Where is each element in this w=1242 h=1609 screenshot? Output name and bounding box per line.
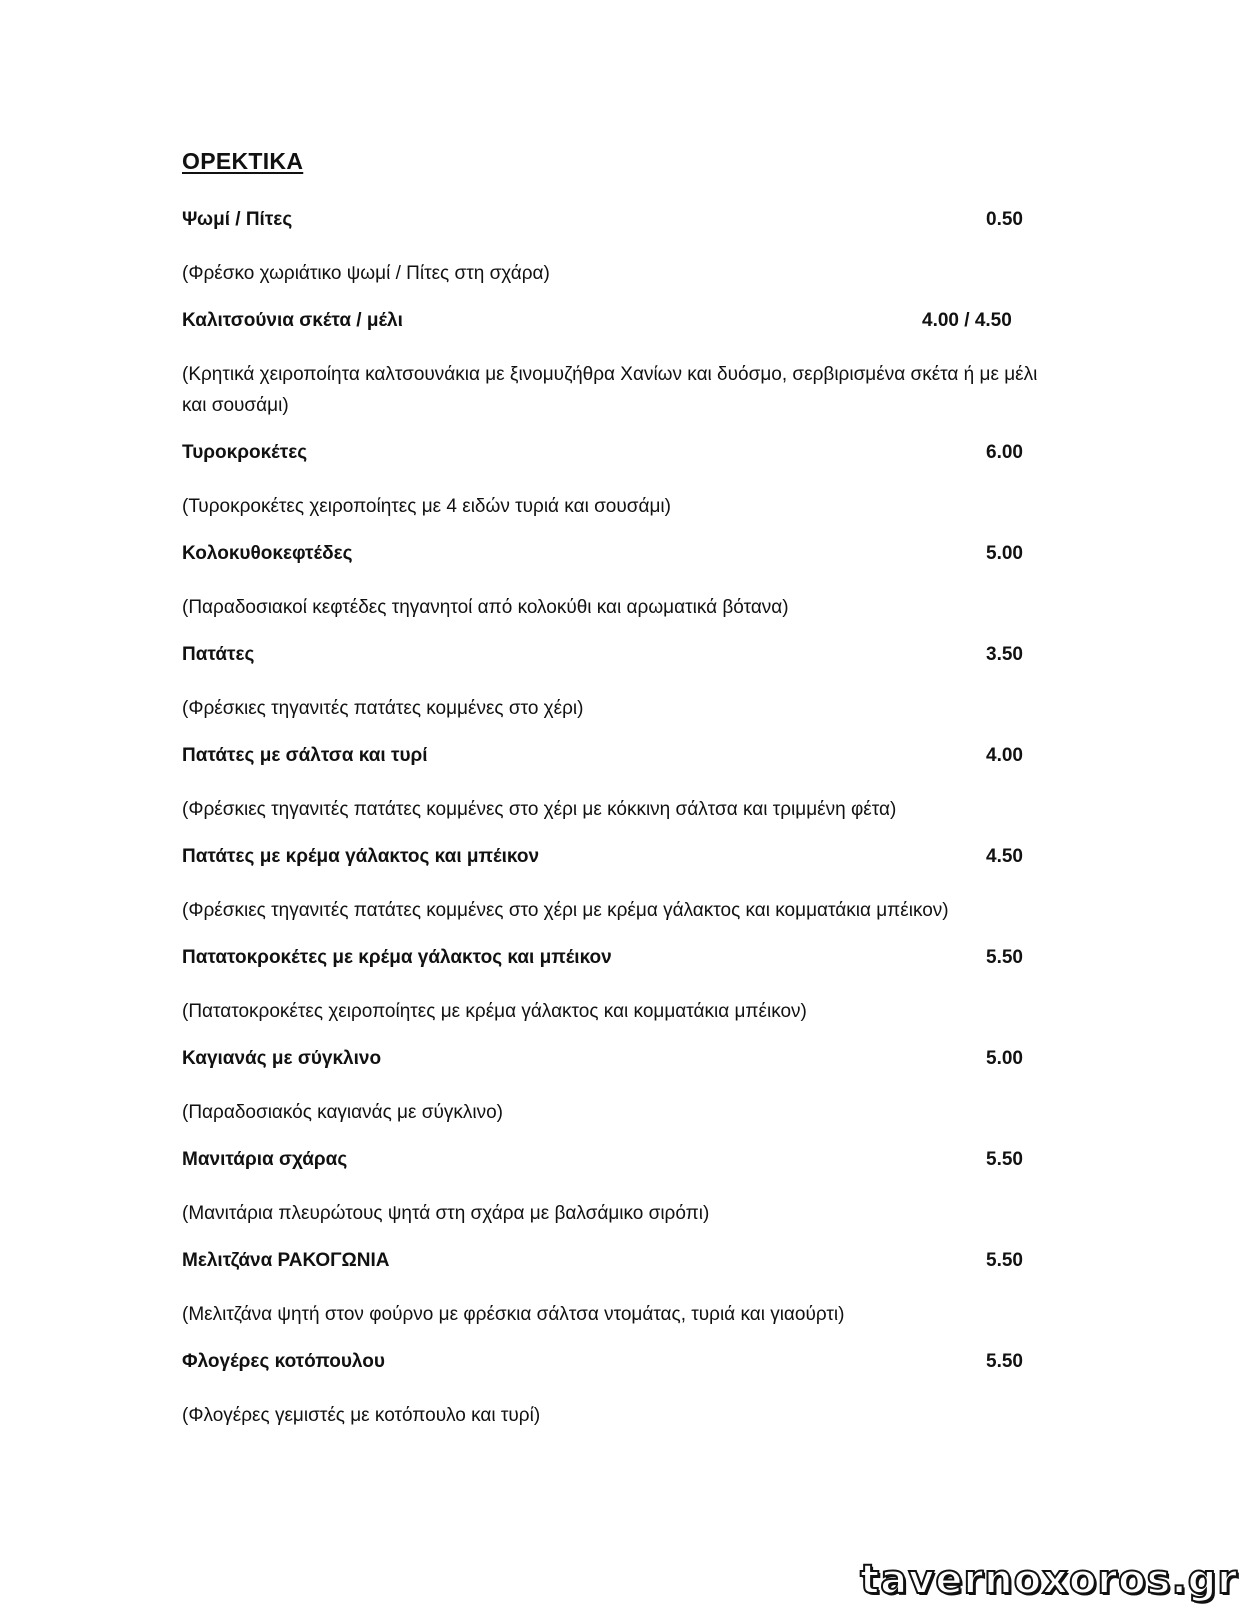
item-row (182, 540, 1062, 572)
menu-list (182, 206, 1062, 1449)
item-name: Πατάτες με κρέμα γάλακτος και μπέικον (182, 846, 540, 867)
item-name: Πατάτες με σάλτσα και τυρί (182, 745, 428, 766)
item-name: Καλιτσούνια σκέτα / μέλι (182, 310, 403, 331)
section-title: ΟΡΕΚΤΙΚΑ (182, 148, 304, 174)
item-description: (Μανιτάρια πλευρώτους ψητά στη σχάρα με βαλσάμικο σιρόπι) (182, 1203, 710, 1224)
item-row (182, 1146, 1062, 1178)
item-price: 0.50 (986, 209, 1023, 230)
item-price: 6.00 (986, 442, 1023, 463)
item-description: (Κρητικά χειροποίητα καλτσουνάκια με ξινομυζήθρα Χανίων και δυόσμο, σερβιρισμένα σκέτα ή με μέλι και σουσάμι) (182, 364, 1038, 416)
menu-item (182, 1348, 1062, 1449)
item-price: 5.00 (986, 543, 1023, 564)
menu-item (182, 1247, 1062, 1348)
item-price: 5.00 (986, 1048, 1023, 1069)
menu-item (182, 206, 1062, 307)
item-name: Ψωμί / Πίτες (182, 209, 293, 230)
item-price: 5.50 (986, 1351, 1023, 1372)
item-price: 5.50 (986, 1250, 1023, 1271)
item-price: 4.00 (986, 745, 1023, 766)
menu-item (182, 641, 1062, 742)
item-price: 5.50 (986, 1149, 1023, 1170)
menu-item (182, 1045, 1062, 1146)
item-name: Κολοκυθοκεφτέδες (182, 543, 353, 564)
item-description: (Φρέσκιες τηγανιτές πατάτες κομμένες στο χέρι με κρέμα γάλακτος και κομματάκια μπέικον) (182, 900, 949, 921)
menu-item (182, 1146, 1062, 1247)
watermark-logo: tavernoxoros.gr (860, 1557, 1238, 1603)
item-name: Πατάτες (182, 644, 255, 665)
item-name: Καγιανάς με σύγκλινο (182, 1048, 382, 1069)
item-price: 4.50 (986, 846, 1023, 867)
menu-item (182, 843, 1062, 944)
item-row (182, 944, 1062, 976)
menu-item (182, 307, 1062, 439)
item-description: (Φρέσκο χωριάτικο ψωμί / Πίτες στη σχάρα) (182, 263, 550, 284)
menu-item (182, 944, 1062, 1045)
item-description: (Πατατοκροκέτες χειροποίητες με κρέμα γάλακτος και κομματάκια μπέικον) (182, 1001, 807, 1022)
item-row (182, 843, 1062, 875)
item-row (182, 1348, 1062, 1380)
item-description: (Παραδοσιακοί κεφτέδες τηγανητοί από κολοκύθι και αρωματικά βότανα) (182, 597, 789, 618)
menu-item (182, 439, 1062, 540)
item-name: Μελιτζάνα ΡΑΚΟΓΩΝΙΑ (182, 1250, 390, 1271)
item-description: (Φρέσκιες τηγανιτές πατάτες κομμένες στο χέρι) (182, 698, 584, 719)
item-price: 3.50 (986, 644, 1023, 665)
item-name: Φλογέρες κοτόπουλου (182, 1351, 385, 1372)
item-description: (Μελιτζάνα ψητή στον φούρνο με φρέσκια σάλτσα ντομάτας, τυριά και γιαούρτι) (182, 1304, 845, 1325)
item-row (182, 206, 1062, 238)
menu-item (182, 742, 1062, 843)
item-price: 5.50 (986, 947, 1023, 968)
item-description: (Τυροκροκέτες χειροποίητες με 4 ειδών τυριά και σουσάμι) (182, 496, 671, 517)
item-description: (Παραδοσιακός καγιανάς με σύγκλινο) (182, 1102, 503, 1123)
item-name: Μανιτάρια σχάρας (182, 1149, 348, 1170)
item-row (182, 307, 1062, 339)
menu-item (182, 540, 1062, 641)
item-price: 4.00 / 4.50 (922, 310, 1012, 331)
item-row (182, 742, 1062, 774)
item-row (182, 439, 1062, 471)
item-row (182, 641, 1062, 673)
item-name: Τυροκροκέτες (182, 442, 308, 463)
item-description: (Φλογέρες γεμιστές με κοτόπουλο και τυρί) (182, 1405, 541, 1426)
item-row (182, 1247, 1062, 1279)
item-row (182, 1045, 1062, 1077)
item-name: Πατατοκροκέτες με κρέμα γάλακτος και μπέικον (182, 947, 612, 968)
item-description: (Φρέσκιες τηγανιτές πατάτες κομμένες στο χέρι με κόκκινη σάλτσα και τριμμένη φέτα) (182, 799, 897, 820)
